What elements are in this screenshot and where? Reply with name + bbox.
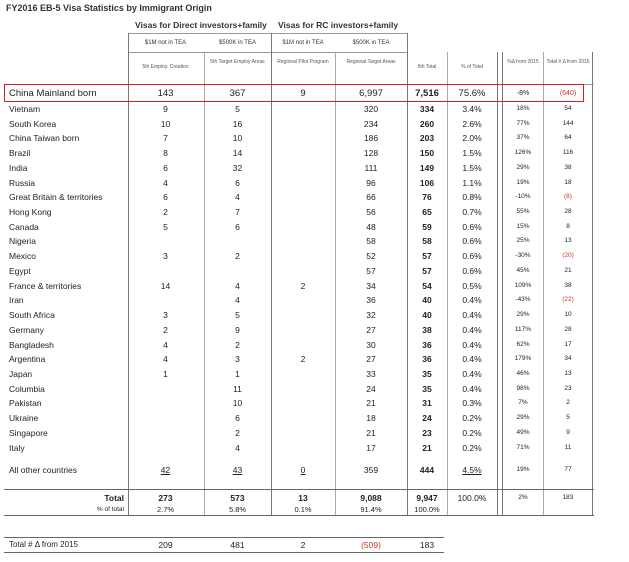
- cell-d2: 4: [235, 295, 240, 306]
- cell-pct: 0.4%: [462, 354, 482, 365]
- cell-pct: 0.4%: [462, 310, 482, 321]
- cell-r2: 56: [366, 207, 376, 218]
- pct-total-d2: 5.8%: [228, 505, 247, 514]
- cell-name: China Taiwan born: [9, 133, 80, 144]
- cell-chg: 29%: [516, 311, 530, 319]
- cell-d2: 5: [235, 310, 240, 321]
- cell-num: 11: [564, 443, 572, 451]
- cell-tot: 54: [422, 280, 432, 291]
- col-label-num-change: Total # Δ from 2015: [546, 59, 590, 65]
- cell-num: 21: [564, 266, 572, 274]
- cell-num: 116: [562, 149, 574, 157]
- cell-pct: 4.5%: [462, 465, 482, 476]
- delta-total-d2: 481: [230, 540, 245, 550]
- cell-r1: [272, 190, 334, 204]
- cell-name: Mexico: [9, 251, 36, 262]
- cell-pct: 1.5%: [462, 162, 482, 173]
- cell-chg: 37%: [516, 134, 530, 142]
- cell-name: Pakistan: [9, 398, 42, 409]
- cell-name: Hong Kong: [9, 207, 52, 218]
- cell-chg: 29%: [516, 163, 530, 171]
- cell-r2: 96: [366, 177, 376, 188]
- cell-name: Singapore: [9, 427, 48, 438]
- cell-chg: 25%: [516, 237, 530, 245]
- cell-name: Canada: [9, 221, 39, 232]
- delta-total-r2: (509): [361, 540, 381, 550]
- cell-chg: -30%: [515, 252, 531, 260]
- cell-r2: 27: [366, 324, 376, 335]
- cell-chg: 46%: [516, 369, 530, 377]
- cell-d2: 3: [235, 354, 240, 365]
- cell-d2: 32: [232, 162, 243, 173]
- total-d1: 273: [158, 493, 173, 503]
- cell-r2: 48: [366, 221, 376, 232]
- col-label-employ-creation: 5th Employ. Creation: [142, 64, 189, 70]
- page-title: FY2016 EB-5 Visa Statistics by Immigrant Origin: [6, 3, 212, 13]
- cell-d2: 6: [235, 221, 240, 232]
- cell-r1: [272, 161, 334, 175]
- cell-d1: [128, 411, 203, 425]
- cell-r1: [272, 382, 334, 396]
- cell-d1: [128, 234, 203, 248]
- cell-tot: 203: [419, 133, 435, 144]
- pct-total-r1: 0.1%: [294, 505, 312, 514]
- pct-total-tot: 100.0%: [414, 505, 440, 514]
- cell-r2: 320: [363, 104, 379, 114]
- cell-d1: 3: [163, 251, 168, 262]
- cell-name: China Mainland born: [9, 88, 97, 99]
- cell-pct: 0.6%: [462, 265, 482, 276]
- cell-pct: 0.3%: [462, 398, 482, 409]
- cell-name: Vietnam: [9, 104, 41, 114]
- cell-d2: 4: [235, 280, 240, 291]
- cell-num: (8): [564, 193, 572, 201]
- table-row: [0, 117, 629, 131]
- cell-tot: 57: [422, 265, 432, 276]
- cell-name: Argentina: [9, 354, 46, 365]
- cell-num: 9: [566, 428, 570, 436]
- cell-r2: 24: [366, 383, 376, 394]
- table-row: [0, 131, 629, 145]
- cell-tot: 36: [422, 354, 432, 365]
- table-row: [0, 234, 629, 248]
- cell-r2: 34: [366, 280, 376, 291]
- cell-d1: 42: [160, 465, 171, 476]
- cell-d1: 3: [163, 310, 168, 321]
- table-row: [0, 205, 629, 219]
- total-r2: 9,088: [360, 493, 382, 503]
- cell-d1: [128, 382, 203, 396]
- cell-r1: [272, 146, 334, 160]
- delta-total-d1: 209: [158, 540, 173, 550]
- cell-tot: 40: [422, 310, 432, 321]
- table-row: [0, 338, 629, 352]
- cell-pct: 0.4%: [462, 339, 482, 350]
- pct-total-label: % of total: [96, 506, 124, 513]
- cell-num: (20): [562, 252, 574, 260]
- cell-r2: 6,997: [359, 88, 383, 99]
- cell-d2: 14: [232, 148, 243, 159]
- cell-tot: 260: [419, 118, 435, 129]
- total-num: 183: [562, 494, 574, 501]
- cell-r1: 2: [300, 280, 306, 291]
- cell-tot: 7,516: [415, 88, 439, 99]
- cell-pct: 0.4%: [462, 368, 482, 379]
- cell-chg: 19%: [516, 466, 530, 474]
- cell-r1: [272, 249, 334, 263]
- cell-d1: [128, 441, 203, 455]
- cell-tot: 36: [422, 339, 432, 350]
- cell-r1: 2: [300, 354, 306, 365]
- table-row: [0, 367, 629, 381]
- cell-name: South Africa: [9, 310, 55, 321]
- cell-r1: [272, 264, 334, 278]
- table-row: [0, 463, 629, 477]
- cell-chg: 19%: [516, 178, 530, 186]
- cell-d2: 5: [235, 104, 240, 114]
- cell-pct: 0.4%: [462, 324, 482, 335]
- cell-r1: [272, 367, 334, 381]
- cell-d2: 2: [235, 427, 240, 438]
- cell-chg: -43%: [515, 296, 531, 304]
- pct-total-r2: 91.4%: [360, 505, 382, 514]
- cell-r1: 0: [300, 465, 306, 476]
- cell-r2: 36: [366, 295, 376, 306]
- total-d2: 573: [230, 493, 245, 503]
- cell-tot: 76: [422, 192, 432, 203]
- cell-num: 144: [562, 119, 574, 127]
- cell-name: France & territories: [9, 280, 82, 291]
- cell-r1: [272, 396, 334, 410]
- cell-d1: 4: [163, 354, 168, 365]
- cell-pct: 0.5%: [462, 280, 482, 291]
- cell-r2: 234: [363, 118, 379, 129]
- cell-name: Bangladesh: [9, 339, 54, 350]
- cell-d1: 4: [163, 177, 168, 188]
- group-header-direct: Visas for Direct investors+family: [135, 20, 267, 30]
- cell-r1: [272, 205, 334, 219]
- table-row: [0, 249, 629, 263]
- cell-pct: 0.2%: [462, 442, 482, 453]
- cell-num: 17: [564, 340, 572, 348]
- total-r1: 13: [298, 493, 308, 503]
- cell-r2: 27: [366, 354, 376, 365]
- cell-chg: -8%: [516, 90, 530, 97]
- cell-tot: 57: [422, 251, 432, 262]
- cell-num: 28: [564, 325, 572, 333]
- cell-r1: [272, 117, 334, 131]
- cell-r1: 9: [300, 88, 306, 99]
- cell-tot: 150: [419, 148, 435, 159]
- table-row: [0, 352, 629, 366]
- cell-tot: 23: [422, 427, 432, 438]
- cell-d2: 4: [235, 442, 240, 453]
- cell-r2: 128: [363, 148, 379, 159]
- table-row: [0, 264, 629, 278]
- cell-tot: 106: [419, 177, 435, 188]
- subheader-direct-500k: $500K in TEA: [219, 40, 256, 46]
- subheader-direct-1m: $1M not in TEA: [144, 40, 187, 46]
- cell-num: 64: [564, 134, 572, 142]
- cell-num: 77: [564, 466, 572, 474]
- cell-d1: [128, 396, 203, 410]
- cell-pct: 0.6%: [462, 221, 482, 232]
- cell-d1: 1: [163, 368, 168, 379]
- cell-d1: [128, 426, 203, 440]
- cell-d1: 6: [163, 192, 168, 203]
- cell-name: Brazil: [9, 148, 31, 159]
- china-highlight-box: [4, 84, 584, 102]
- cell-name: Great Britain & territories: [9, 192, 103, 203]
- cell-r1: [272, 131, 334, 145]
- cell-r2: 17: [366, 442, 376, 453]
- cell-tot: 58: [422, 236, 432, 247]
- subheader-rc-500k: $500K in TEA: [352, 40, 390, 46]
- cell-num: 10: [564, 311, 572, 319]
- cell-chg: 45%: [516, 266, 530, 274]
- table-row: [0, 146, 629, 160]
- cell-pct: 0.4%: [462, 383, 482, 394]
- cell-d2: 10: [232, 398, 243, 409]
- cell-d2: 2: [235, 251, 240, 262]
- cell-pct: 0.2%: [462, 427, 482, 438]
- cell-chg: 126%: [514, 149, 532, 157]
- delta-total-row: [0, 538, 629, 552]
- cell-d1: 9: [163, 104, 168, 114]
- subheader-rc-1m: $1M not in TEA: [282, 40, 324, 46]
- cell-r2: 18: [366, 413, 376, 424]
- cell-pct: 0.4%: [462, 295, 482, 306]
- cell-r2: 57: [366, 265, 376, 276]
- table-row: [0, 382, 629, 396]
- cell-d1: 5: [163, 221, 168, 232]
- cell-pct: 2.0%: [462, 133, 482, 144]
- cell-chg: 7%: [518, 399, 528, 407]
- cell-pct: 75.6%: [458, 88, 486, 99]
- cell-d2: 9: [235, 324, 240, 335]
- cell-tot: 65: [422, 207, 432, 218]
- cell-name: Japan: [9, 368, 33, 379]
- cell-name: Columbia: [9, 383, 45, 394]
- cell-name: Italy: [9, 442, 25, 453]
- cell-tot: 21: [422, 442, 432, 453]
- cell-d2: [205, 264, 270, 278]
- cell-d1: 143: [157, 88, 174, 99]
- cell-pct: 0.7%: [462, 207, 482, 218]
- cell-d1: [128, 293, 203, 307]
- cell-d1: 14: [160, 280, 171, 291]
- cell-name: Nigeria: [9, 236, 36, 247]
- table-row: [0, 220, 629, 234]
- cell-d2: [205, 234, 270, 248]
- cell-chg: 15%: [516, 222, 530, 230]
- cell-chg: 55%: [516, 208, 530, 216]
- cell-pct: 0.6%: [462, 236, 482, 247]
- cell-r2: 21: [366, 427, 376, 438]
- cell-d2: 367: [229, 88, 246, 99]
- cell-d1: 10: [160, 118, 171, 129]
- cell-d2: 1: [235, 368, 240, 379]
- cell-pct: 2.6%: [462, 118, 482, 129]
- cell-d2: 2: [235, 339, 240, 350]
- cell-num: 5: [566, 414, 570, 422]
- cell-chg: 77%: [516, 119, 530, 127]
- cell-pct: 0.2%: [462, 413, 482, 424]
- cell-r1: [272, 411, 334, 425]
- cell-chg: 98%: [516, 384, 530, 392]
- cell-tot: 24: [422, 413, 432, 424]
- cell-r2: 32: [366, 310, 376, 321]
- cell-num: 38: [564, 281, 572, 289]
- cell-chg: 71%: [516, 443, 530, 451]
- cell-r1: [272, 293, 334, 307]
- cell-tot: 334: [419, 104, 435, 114]
- group-header-rc: Visas for RC investors+family: [278, 20, 399, 30]
- cell-chg: 117%: [514, 325, 532, 333]
- cell-r1: [272, 426, 334, 440]
- cell-tot: 59: [422, 221, 432, 232]
- col-label-regional-pilot: Regional Pilot Program: [277, 59, 329, 65]
- cell-num: 23: [564, 384, 572, 392]
- table-row: [0, 161, 629, 175]
- cell-tot: 40: [422, 295, 432, 306]
- cell-num: 13: [564, 369, 572, 377]
- cell-d1: 7: [163, 133, 168, 144]
- table-row: [0, 411, 629, 425]
- cell-num: 38: [564, 163, 572, 171]
- total-pct: 100.0%: [457, 493, 487, 503]
- cell-num: 18: [564, 178, 572, 186]
- table-row: [0, 396, 629, 410]
- cell-name: South Korea: [9, 118, 57, 129]
- table-row: [0, 190, 629, 204]
- pct-total-row: [0, 503, 629, 517]
- cell-name: Russia: [9, 177, 35, 188]
- table-row: [0, 176, 629, 190]
- cell-r1: [272, 323, 334, 337]
- cell-name: All other countries: [9, 465, 78, 476]
- cell-tot: 31: [422, 398, 432, 409]
- cell-num: (640): [559, 90, 577, 97]
- cell-pct: 0.8%: [462, 192, 482, 203]
- cell-chg: 62%: [516, 340, 530, 348]
- cell-r1: [272, 308, 334, 322]
- cell-chg: 109%: [514, 281, 532, 289]
- col-label-target-employ: 5th Target Employ Areas: [210, 59, 265, 65]
- cell-num: 34: [564, 355, 572, 363]
- table-row: [0, 293, 629, 307]
- cell-d1: 2: [163, 207, 168, 218]
- table-row: [0, 426, 629, 440]
- cell-pct: 0.6%: [462, 251, 482, 262]
- cell-d2: 43: [232, 465, 243, 476]
- table-row: [0, 102, 629, 116]
- cell-r2: 186: [363, 133, 379, 144]
- cell-d2: 7: [235, 207, 240, 218]
- table-row: [0, 323, 629, 337]
- col-label-pct-total: % of Total: [461, 64, 483, 70]
- table-row: [0, 279, 629, 293]
- cell-d1: [128, 264, 203, 278]
- cell-d2: 4: [235, 192, 240, 203]
- col-label-pct-change: %Δ from 2015: [507, 59, 539, 65]
- cell-r2: 66: [366, 192, 376, 203]
- cell-r1: [272, 102, 334, 116]
- cell-num: 54: [564, 105, 572, 112]
- cell-r2: 30: [366, 339, 376, 350]
- cell-d2: 16: [232, 118, 243, 129]
- cell-chg: -10%: [515, 193, 531, 201]
- cell-name: Germany: [9, 324, 44, 335]
- cell-d2: 10: [232, 133, 243, 144]
- cell-r2: 359: [363, 465, 379, 476]
- cell-d2: 6: [235, 413, 240, 424]
- total-label: Total: [104, 493, 124, 503]
- cell-r1: [272, 234, 334, 248]
- cell-pct: 1.1%: [462, 177, 482, 188]
- cell-r2: 52: [366, 251, 376, 262]
- cell-r2: 111: [364, 162, 378, 173]
- table-row: [0, 441, 629, 455]
- cell-name: Egypt: [9, 265, 31, 276]
- cell-num: 2: [566, 399, 570, 407]
- col-label-5th-total: 5th Total: [417, 64, 437, 70]
- cell-tot: 38: [422, 324, 432, 335]
- table-row: [0, 308, 629, 322]
- cell-tot: 35: [422, 383, 432, 394]
- cell-r1: [272, 176, 334, 190]
- cell-d2: 11: [233, 383, 242, 394]
- cell-num: 28: [564, 208, 572, 216]
- cell-r2: 58: [366, 236, 376, 247]
- delta-total-r1: 2: [300, 540, 306, 550]
- cell-d1: 2: [163, 324, 168, 335]
- cell-pct: 1.5%: [462, 148, 482, 159]
- cell-chg: 18%: [516, 105, 530, 112]
- cell-r2: 33: [366, 368, 376, 379]
- pct-total-d1: 2.7%: [156, 505, 175, 514]
- cell-num: 13: [564, 237, 572, 245]
- cell-num: (22): [562, 296, 574, 304]
- cell-d1: 6: [163, 162, 168, 173]
- cell-r2: 21: [366, 398, 376, 409]
- cell-d1: 4: [163, 339, 168, 350]
- total-tot: 9,947: [416, 493, 438, 503]
- cell-chg: 179%: [514, 355, 532, 363]
- cell-chg: 49%: [516, 428, 530, 436]
- delta-total-label: Total # Δ from 2015: [9, 540, 78, 549]
- cell-pct: 3.4%: [462, 104, 482, 114]
- cell-d1: 8: [163, 148, 168, 159]
- cell-r1: [272, 220, 334, 234]
- cell-name: India: [9, 162, 28, 173]
- cell-num: 8: [566, 222, 570, 230]
- cell-name: Ukraine: [9, 413, 39, 424]
- cell-r1: [272, 338, 334, 352]
- cell-tot: 35: [422, 368, 432, 379]
- col-label-regional-target: Regional Target Areas: [346, 59, 396, 65]
- cell-d2: 6: [235, 177, 240, 188]
- cell-tot: 444: [419, 465, 435, 476]
- total-chg: 2%: [518, 494, 528, 501]
- cell-chg: 29%: [516, 414, 530, 422]
- cell-r1: [272, 441, 334, 455]
- cell-tot: 149: [419, 162, 435, 173]
- cell-name: Iran: [9, 295, 24, 306]
- delta-total-tot: 183: [419, 540, 435, 550]
